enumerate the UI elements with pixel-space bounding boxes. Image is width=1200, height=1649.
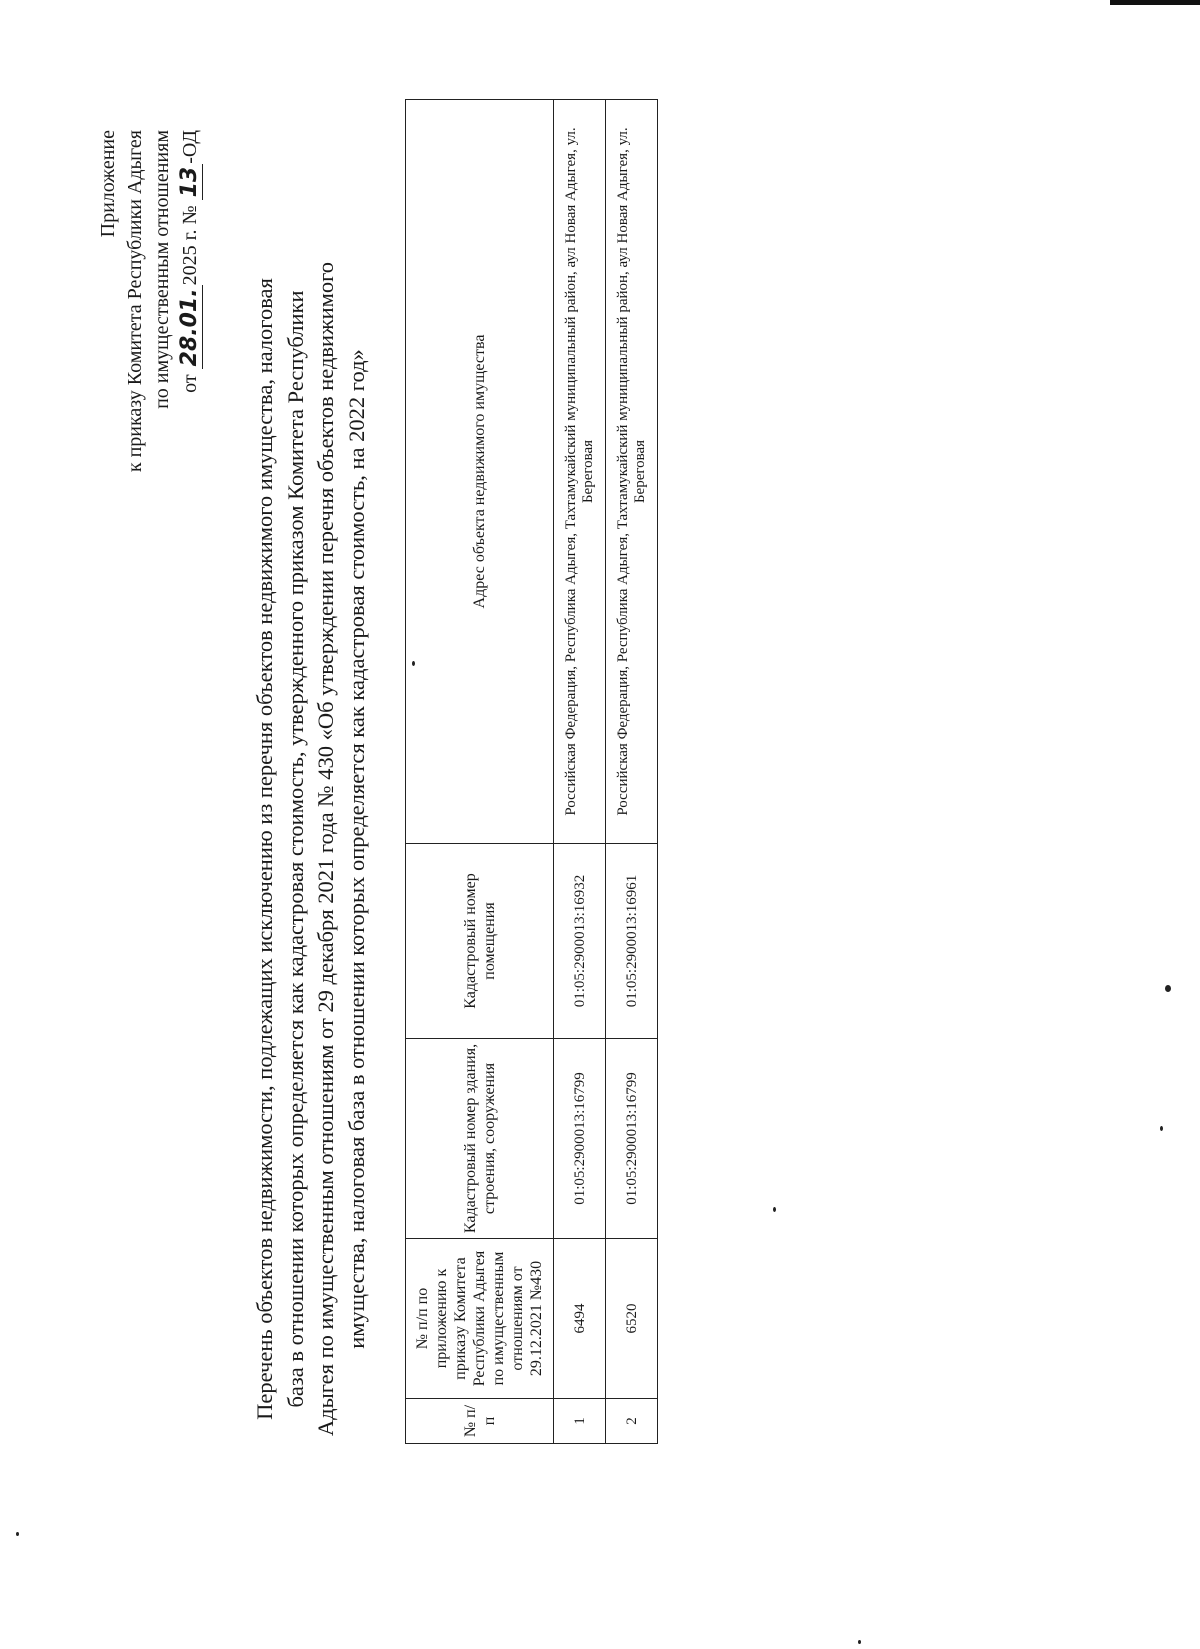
property-table (405, 99, 658, 1444)
appendix-department: по имущественным отношениям (151, 130, 173, 409)
date-year: 2025 г. № (179, 205, 201, 286)
title-line-3: Адыгея по имущественным отношениям от 29 декабря 2021 года № 430 «Об утверждении перечня объектов недвижимого (313, 261, 338, 1437)
cell-ref-num: 6494 (554, 1239, 606, 1399)
cell-room-cadastral: 01:05:2900013:16961 (606, 844, 658, 1039)
scan-speck (858, 1640, 861, 1644)
handwritten-order-number: 13 (177, 164, 203, 201)
appendix-date-line (176, 130, 204, 472)
scan-speck (16, 1532, 19, 1536)
date-prefix: от (179, 374, 201, 393)
appendix-label: Приложение (97, 130, 119, 238)
header-address: Адрес объекта недвижимого имущества (406, 100, 554, 844)
scan-speck (773, 1207, 776, 1212)
document-title (250, 249, 372, 1449)
title-line-1: Перечень объектов недвижимости, подлежащих исключению из перечня объектов недвижимого имущества, налоговая (252, 278, 277, 1420)
cell-building-cadastral: 01:05:2900013:16799 (554, 1039, 606, 1239)
cell-room-cadastral: 01:05:2900013:16932 (554, 844, 606, 1039)
header-room-cadastral: Кадастровый номер помещения (406, 844, 554, 1039)
table-row (606, 100, 658, 1444)
cell-building-cadastral: 01:05:2900013:16799 (606, 1039, 658, 1239)
header-building-cadastral: Кадастровый номер здания, строения, сооружения (406, 1039, 554, 1239)
appendix-order-ref: к приказу Комитета Республики Адыгея (124, 130, 146, 473)
appendix-header (95, 130, 204, 472)
scan-speck (1160, 1126, 1163, 1131)
scan-speck (1165, 985, 1171, 992)
cell-num: 2 (606, 1399, 658, 1444)
table-header-row (406, 100, 554, 1444)
header-num: № п/п (406, 1399, 554, 1444)
cell-num: 1 (554, 1399, 606, 1444)
cell-address: Российская Федерация, Республика Адыгея, Тахтамукайский муниципальный район, аул Новая Адыгея, ул. Береговая (606, 100, 658, 844)
cell-ref-num: 6520 (606, 1239, 658, 1399)
table-row (554, 100, 606, 1444)
cell-address: Российская Федерация, Республика Адыгея, Тахтамукайский муниципальный район, аул Новая Адыгея, ул. Береговая (554, 100, 606, 844)
header-ref-num: № п/п по приложению к приказу Комитета Республики Адыгея по имущественным отношениям от 29.12.2021 №430 (406, 1239, 554, 1399)
title-line-2: база в отношении которых определяется как кадастровая стоимость, утвержденного приказом Комитета Республики (282, 290, 308, 1408)
order-suffix: -ОД (179, 130, 201, 164)
handwritten-date: 28.01. (177, 285, 203, 369)
title-line-4: имущества, налоговая база в отношении которых определяется как кадастровая стоимость, на 2022 год» (343, 349, 369, 1349)
scan-speck (412, 661, 415, 666)
